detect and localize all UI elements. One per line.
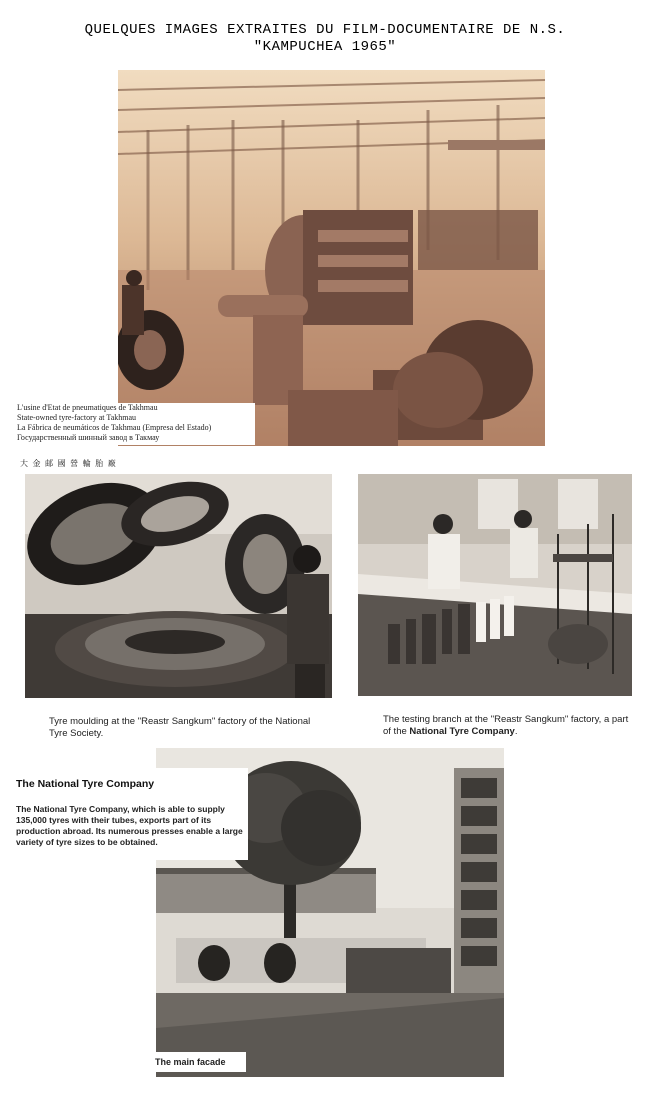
facade-caption: The main facade — [155, 1057, 226, 1067]
factory-caption-box — [17, 403, 255, 445]
caption-spanish: La Fábrica de neumáticos de Takhmau (Empresa del Estado) — [17, 423, 212, 432]
caption-chinese: 大 金 邮 國 營 輪 胎 廠 — [20, 459, 117, 468]
section-heading: The National Tyre Company — [16, 778, 155, 790]
photo-factory-interior — [118, 70, 545, 446]
testing-caption — [383, 714, 638, 738]
photo-tyre-moulding — [25, 474, 332, 698]
photo-testing-lab — [358, 474, 632, 696]
testing-caption-end: . — [514, 726, 518, 737]
facade-caption-box — [150, 1052, 246, 1072]
title-line-1: QUELQUES IMAGES EXTRAITES DU FILM-DOCUMENTAIRE DE N.S. — [84, 22, 566, 38]
caption-french: L'usine d'Etat de pneumatiques de Takhmau — [17, 403, 158, 412]
page-title — [0, 22, 650, 56]
title-line-2: "KAMPUCHEA 1965" — [253, 39, 397, 55]
testing-caption-text: The testing branch at the "Reastr Sangkum" factory, a part of the — [383, 714, 629, 737]
moulding-caption: Tyre moulding at the "Reastr Sangkum" factory of the National Tyre Society. — [49, 716, 311, 739]
caption-russian: Государственный шинный завод в Такмау — [17, 433, 160, 442]
testing-caption-bold: National Tyre Company — [409, 726, 515, 737]
section-body: The National Tyre Company, which is able to supply 135,000 tyres with their tubes, exports part of its production abroad. Its numerous presses enable a large variety of tyre sizes to be obtained. — [16, 804, 243, 847]
caption-english: State-owned tyre-factory at Takhmau — [17, 413, 137, 422]
